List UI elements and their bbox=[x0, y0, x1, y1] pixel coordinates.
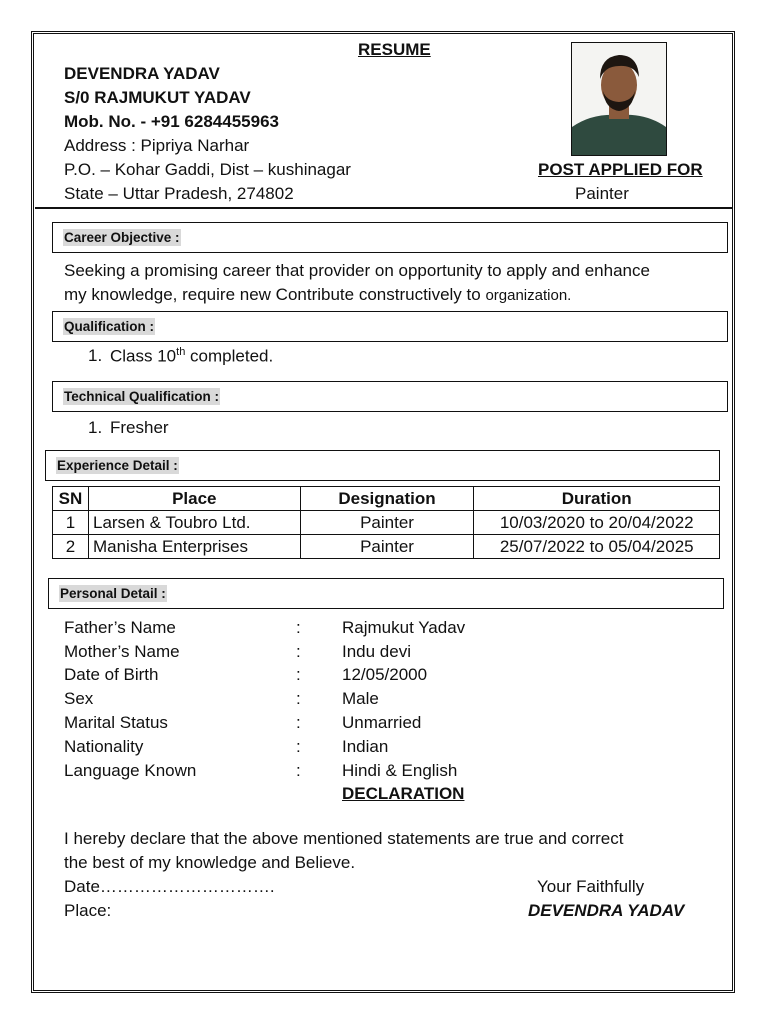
personal-value-language: Hindi & English bbox=[342, 761, 458, 780]
cell-duration: 25/07/2022 to 05/04/2025 bbox=[474, 535, 720, 559]
signature-name: DEVENDRA YADAV bbox=[528, 901, 685, 920]
personal-label-nationality: Nationality bbox=[64, 737, 144, 756]
candidate-photo bbox=[571, 42, 667, 156]
career-text-line2a: my knowledge, require new Contribute constructively to bbox=[64, 285, 486, 304]
post-applied-heading: POST APPLIED FOR bbox=[538, 160, 703, 179]
career-objective-label: Career Objective : bbox=[64, 230, 180, 245]
technical-qualification-label: Technical Qualification : bbox=[64, 389, 220, 404]
col-header-place: Place bbox=[88, 487, 300, 511]
father-line: S/0 RAJMUKUT YADAV bbox=[64, 88, 251, 107]
cell-designation: Painter bbox=[300, 535, 474, 559]
personal-label-dob: Date of Birth bbox=[64, 665, 159, 684]
post-applied-value: Painter bbox=[575, 184, 629, 203]
career-objective-section bbox=[52, 222, 728, 253]
experience-section bbox=[45, 450, 720, 481]
cell-place: Manisha Enterprises bbox=[88, 535, 300, 559]
experience-table bbox=[52, 486, 720, 559]
personal-value-mother: Indu devi bbox=[342, 642, 411, 661]
cell-sn: 1 bbox=[53, 511, 89, 535]
po-line: P.O. – Kohar Gaddi, Dist – kushinagar bbox=[64, 160, 351, 179]
career-text-line2 bbox=[64, 285, 571, 305]
personal-colon: : bbox=[296, 665, 301, 684]
resume-title: RESUME bbox=[358, 40, 431, 59]
col-header-duration: Duration bbox=[474, 487, 720, 511]
cell-designation: Painter bbox=[300, 511, 474, 535]
cell-duration: 10/03/2020 to 20/04/2022 bbox=[474, 511, 720, 535]
personal-colon: : bbox=[296, 761, 301, 780]
career-text-line1: Seeking a promising career that provider on opportunity to apply and enhance bbox=[64, 261, 650, 280]
personal-label-language: Language Known bbox=[64, 761, 197, 780]
personal-value-sex: Male bbox=[342, 689, 379, 708]
col-header-designation: Designation bbox=[300, 487, 474, 511]
closing-text: Your Faithfully bbox=[537, 877, 645, 896]
personal-value-marital: Unmarried bbox=[342, 713, 422, 732]
qualification-item-post: completed. bbox=[185, 346, 274, 366]
address-line: Address : Pipriya Narhar bbox=[64, 136, 250, 155]
technical-item: Fresher bbox=[110, 418, 169, 437]
personal-colon: : bbox=[296, 642, 301, 661]
personal-detail-label: Personal Detail : bbox=[60, 586, 166, 601]
table-row bbox=[53, 535, 720, 559]
personal-colon: : bbox=[296, 618, 301, 637]
personal-value-dob: 12/05/2000 bbox=[342, 665, 428, 684]
personal-label-father: Father’s Name bbox=[64, 618, 176, 637]
declaration-line2: the best of my knowledge and Believe. bbox=[64, 853, 356, 872]
qualification-item-text: Class 10 bbox=[110, 346, 177, 366]
qualification-label: Qualification : bbox=[64, 319, 155, 334]
personal-value-father: Rajmukut Yadav bbox=[342, 618, 466, 637]
cell-place: Larsen & Toubro Ltd. bbox=[88, 511, 300, 535]
table-row bbox=[53, 511, 720, 535]
portrait-icon bbox=[572, 43, 666, 155]
col-header-sn: SN bbox=[53, 487, 89, 511]
mobile-number: Mob. No. - +91 6284455963 bbox=[64, 112, 279, 131]
personal-label-marital: Marital Status bbox=[64, 713, 168, 732]
place-line: Place: bbox=[64, 901, 112, 920]
declaration-line1: I hereby declare that the above mentioned statements are true and correct bbox=[64, 829, 624, 848]
personal-label-sex: Sex bbox=[64, 689, 94, 708]
personal-colon: : bbox=[296, 737, 301, 756]
personal-value-nationality: Indian bbox=[342, 737, 389, 756]
personal-colon: : bbox=[296, 713, 301, 732]
experience-label: Experience Detail : bbox=[57, 458, 178, 473]
technical-item-num: 1. bbox=[88, 418, 103, 437]
date-line: Date…………………………. bbox=[64, 877, 275, 896]
qualification-item bbox=[110, 346, 273, 367]
personal-label-mother: Mother’s Name bbox=[64, 642, 180, 661]
candidate-name: DEVENDRA YADAV bbox=[64, 64, 220, 83]
qualification-item-num: 1. bbox=[88, 346, 103, 365]
technical-qualification-section bbox=[52, 381, 728, 412]
career-text-line2b: organization. bbox=[485, 287, 572, 304]
declaration-heading: DECLARATION bbox=[342, 784, 465, 803]
personal-detail-section bbox=[48, 578, 724, 609]
state-line: State – Uttar Pradesh, 274802 bbox=[64, 184, 294, 203]
qualification-item-sup: th bbox=[176, 346, 186, 358]
qualification-section bbox=[52, 311, 728, 342]
table-header-row bbox=[53, 487, 720, 511]
personal-colon: : bbox=[296, 689, 301, 708]
cell-sn: 2 bbox=[53, 535, 89, 559]
header-divider bbox=[35, 207, 733, 209]
